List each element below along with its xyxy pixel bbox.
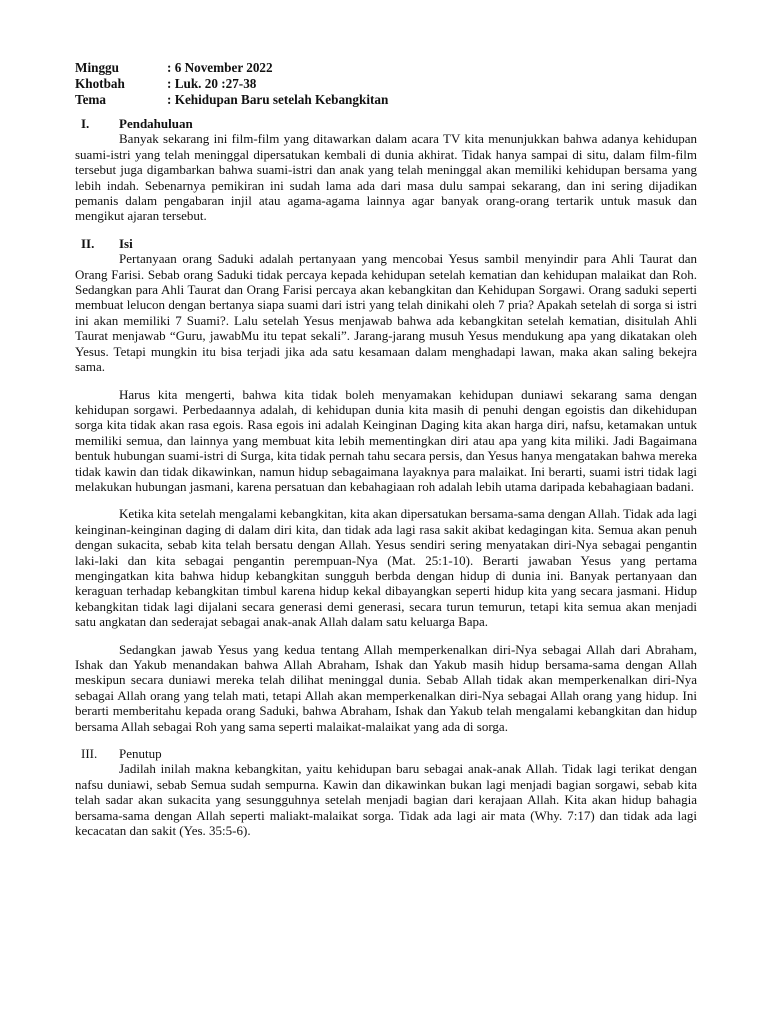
paragraph-penutup: Jadilah inilah makna kebangkitan, yaitu kehidupan baru sebagai anak-anak Allah. Tidak lagi terikat dengan nafsu duniawi, sebab Semua sudah sempurna. Kawin dan dikawinkan bukan lagi menjadi bagian sorgawi, sebab kita telah sadar akan sukacita yang sesungguhnya setelah menjadi bagian dari kerajaan Allah. Kita akan hidup bahagia bersama-sama dengan Allah seperti maliakt-malaikat sorga. Tidak ada lagi air mata (Why. 7:17) dan tidak ada lagi kecacatan dan sakit (Yes. 35:5-6). <box>75 761 697 839</box>
tema-label: Tema <box>75 92 107 107</box>
section-title: Pendahuluan <box>119 116 193 131</box>
sermon-meta <box>75 60 697 108</box>
section-number: II. <box>81 235 95 251</box>
tema-value: : Kehidupan Baru setelah Kebangkitan <box>167 92 389 107</box>
section-heading-isi <box>75 236 697 251</box>
section-number: I. <box>81 116 90 131</box>
document-page <box>75 60 697 838</box>
paragraph-isi-2: Harus kita mengerti, bahwa kita tidak boleh menyamakan kehidupan duniawi sekarang sama dengan kehidupan sorgawi. Perbedaannya adalah, di kehidupan dunia kita masih di penuhi dengan egoistis dan dikehidupan sorga kita tidak akan rasa egois. Rasa egois ini adalah Keinginan Daging kita akan harga diri, nafsu, ketamakan untuk memiliki semua, dan lainnya yang membuat kita lebih mementingkan diri atau apa yang kita miliki. Jadi Bagaimana bentuk hubungan suami-istri di Surga, kita tidak pernah tahu secara persis, dan Yesus hanya mengatakan bahwa mereka tidak kawin dan tidak dikawinkan, namun hidup sebagaimana layaknya para malaikat. Ini berarti, suami istri tidak lagi melakukan hubungan jasmani, karena persatuan dan kebahagiaan roh adalah lebih utama daripada kebahagiaan badani. <box>75 386 697 494</box>
minggu-value: : 6 November 2022 <box>167 60 273 75</box>
section-title: Isi <box>119 235 133 251</box>
paragraph-isi-4: Sedangkan jawab Yesus yang kedua tentang Allah memperkenalkan diri-Nya sebagai Allah dari Abraham, Ishak dan Yakub menandakan bahwa Allah Abraham, Ishak dan Yakub masih hidup bersama-sama dengan Allah meskipun secara duniawi mereka telah dilihat meninggal dunia. Sebab Allah tidak akan memperkenalkan diri-Nya sebagai Allah orang yang telah mati, tetapi Allah akan memperkenalkan diri-Nya sebagai Allah orang yang hidup. Ini berarti memberitahu kepada orang Saduki, bahwa Abraham, Ishak dan Yakub telah mengalami kebangkitan dan hidup bersama Allah sebagai Roh yang sama seperti malaikat-malaikat yang ada di sorga. <box>75 641 697 734</box>
khotbah-value: : Luk. 20 :27-38 <box>167 76 257 91</box>
minggu-label: Minggu <box>75 60 119 75</box>
paragraph-isi-1: Pertanyaan orang Saduki adalah pertanyaan yang mencobai Yesus sambil menyindir para Ahli Taurat dan Orang Farisi. Sebab orang Saduki tidak percaya kepada kehidupan setelah kematian dan kehidupan malaikat dan Roh. Sedangkan para Ahli Taurat dan Orang Farisi percaya akan kebangkitan dan Kehidupan Sorgawi. Orang saduki seperti membuat lelucon dengan bertanya siapa suami dari istri yang telah dinikahi oleh 7 pria? Apakah setelah di sorga si istri ini akan memiliki 7 Suami?. Lalu setelah Yesus menjawab bahwa ada kebangkitan setelah kematian, disitulah Ahli Taurat menjawab “Guru, jawabMu itu tepat sekali”. Jarang-jarang musuh Yesus mendukung apa yang dikatakan oleh Yesus. Tetapi mungkin itu bisa terjadi jika ada satu kesamaan dalam menghadapi lawan, maka akan saling bekejra sama. <box>75 251 697 375</box>
khotbah-label: Khotbah <box>75 76 125 91</box>
paragraph-pendahuluan: Banyak sekarang ini film-film yang ditawarkan dalam acara TV kita menunjukkan bahwa adanya kehidupan suami-istri yang telah meninggal dipersatukan kembali di dunia akhirat. Tidak hanya sampai di situ, dalam film-film tersebut juga digambarkan bahwa suami-istri dan anak yang telah meninggal akan memiliki kehidupan bersama yang lebih indah. Sebenarnya pemikiran ini sudah lama ada dari masa dulu sampai sekarang, dan ini sering dijadikan pemanis dalam pengabaran injil atau agama-agama lainnya agar banyak orang-orang tertarik untuk masuk dan mengikut ajaran tersebut. <box>75 131 697 224</box>
section-heading-penutup <box>75 746 697 761</box>
paragraph-isi-3: Ketika kita setelah mengalami kebangkitan, kita akan dipersatukan bersama-sama dengan Allah. Tidak ada lagi keinginan-keinginan daging di dalam diri kita, dan tidak ada lagi rasa sakit akibat kedagingan kita. Semua akan penuh dengan sukacita, sebab kita telah bersatu dengan Allah. Yesus sendiri sering menyatakan diri-Nya sebagai pengantin laki-laki dan kita sebagai pengantin perempuan-Nya (Mat. 25:1-10). Berarti jawaban Yesus yang pertama mengingatkan kita bahwa hidup kebangkitan sungguh berbda dengan hidup di dunia ini. Banyak pertanyaan dan keraguan terhadap kebangkitan timbul karena hidup kekal dibayangkan seperti hidup kita yang secara jasmani. Hidup kebangkitan tidak lagi dijalani secara generasi demi generasi, secara turun temurun, tetapi kita semua akan menjadi satu angkatan dan sederajat sebagai anak-anak Allah dalam satu keluarga Bapa. <box>75 506 697 630</box>
section-title: Penutup <box>119 746 162 762</box>
section-number: III. <box>81 746 98 762</box>
section-heading-pendahuluan <box>75 116 697 131</box>
